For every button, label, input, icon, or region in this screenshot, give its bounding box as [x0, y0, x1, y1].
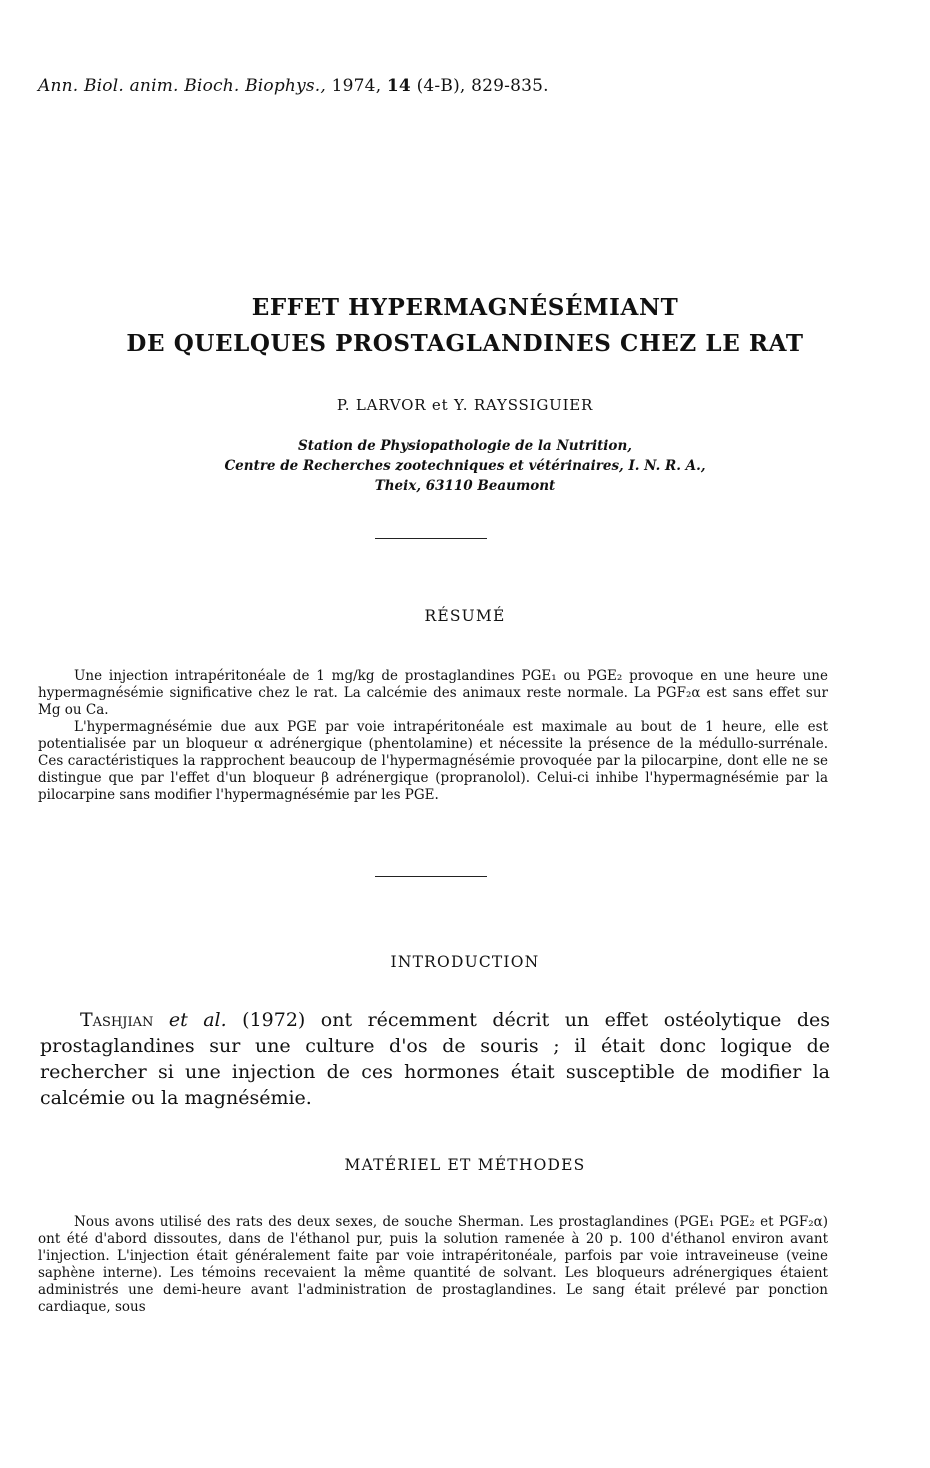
introduction-body	[40, 1007, 830, 1111]
affiliation	[0, 436, 930, 496]
introduction-text: (1972) ont récemment décrit un effet ostéolytique des prostaglandines sur une culture d'os de souris ; il était donc logique de rechercher si une injection de ces hormones était susceptible de modifier la calcémie ou la magnésémie.	[40, 1009, 830, 1109]
resume-heading: RÉSUMÉ	[424, 607, 506, 625]
citation-line	[38, 76, 549, 96]
methods-paragraph: Nous avons utilisé des rats des deux sexes, de souche Sherman. Les prostaglandines (PGE₁ PGE₂ et PGF₂α) ont été d'abord dissoutes, dans de l'éthanol pur, puis la solution ramenée à 20 p. 100 d'éthanol environ avant l'injection. L'injection était généralement faite par voie intrapéritonéale, parfois par voie intraveineuse (veine saphène interne). Les témoins recevaient la même quantité de solvant. Les bloqueurs adrénergiques étaient administrés une demi-heure avant l'administration de prostaglandines. Le sang était prélevé par ponction cardiaque, sous	[38, 1214, 828, 1315]
paper-title	[0, 290, 930, 362]
affiliation-line-3: Theix, 63110 Beaumont	[374, 478, 556, 494]
journal-volume: 14	[386, 76, 411, 96]
resume-paragraph-1: Une injection intrapéritonéale de 1 mg/kg de prostaglandines PGE₁ ou PGE₂ provoque en une heure une hypermagnésémie significative chez le rat. La calcémie des animaux reste normale. La PGF₂α est sans effet sur Mg ou Ca.	[38, 668, 828, 718]
introduction-heading: INTRODUCTION	[390, 953, 540, 971]
journal-pages: 829-835.	[471, 76, 549, 96]
title-line-2: DE QUELQUES PROSTAGLANDINES CHEZ LE RAT	[126, 330, 804, 357]
divider-rule-1	[375, 538, 487, 539]
journal-name: Ann. Biol. anim. Bioch. Biophys.,	[38, 76, 327, 96]
authors: P. LARVOR et Y. RAYSSIGUIER	[336, 396, 594, 414]
resume-paragraph-2: L'hypermagnésémie due aux PGE par voie intrapéritonéale est maximale au bout de 1 heure, elle est potentialisée par un bloqueur α adrénergique (phentolamine) et nécessite la présence de la médullo-surrénale. Ces caractéristiques la rapprochent beaucoup de l'hypermagnésémie provoquée par la pilocarpine, dont elle ne se distingue que par l'effet d'un bloqueur β adrénergique (propranolol). Celui-ci inhibe l'hypermagnésémie par la pilocarpine sans modifier l'hypermagnésémie par les PGE.	[38, 719, 828, 803]
journal-issue: (4-B),	[416, 76, 466, 96]
divider-rule-2	[375, 876, 487, 877]
title-line-1: EFFET HYPERMAGNÉSÉMIANT	[251, 294, 679, 321]
resume-body	[38, 668, 828, 804]
introduction-paragraph	[40, 1007, 830, 1111]
journal-year: 1974,	[331, 76, 382, 96]
methods-body	[38, 1214, 828, 1316]
affiliation-line-2: Centre de Recherches zootechniques et vétérinaires, I. N. R. A.,	[224, 458, 706, 474]
methods-heading: MATÉRIEL ET MÉTHODES	[344, 1156, 586, 1174]
et-al: et al.	[168, 1009, 227, 1031]
affiliation-line-1: Station de Physiopathologie de la Nutrition,	[298, 438, 632, 454]
cited-author: Tashjian	[80, 1009, 154, 1031]
